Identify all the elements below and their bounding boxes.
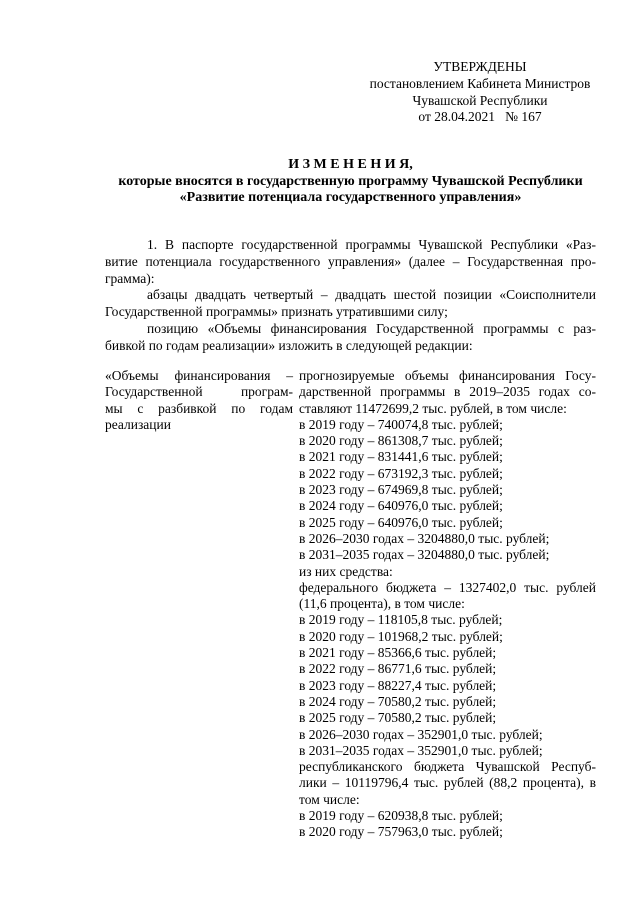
passport-label-line: «Объемы финансирования – (105, 368, 293, 383)
funding-total-line: ставляют 11472699,2 тыс. рублей, в том числе: (299, 400, 567, 416)
approval-block (356, 59, 604, 126)
passport-label-line: Государственной програм- (105, 384, 293, 400)
federal-year-line: в 2021 году – 85366,6 тыс. рублей; (299, 645, 497, 661)
republican-year-line: в 2020 году – 757963,0 тыс. рублей; (299, 824, 503, 840)
federal-year-line: в 2031–2035 годах – 352901,0 тыс. рублей; (299, 742, 543, 758)
passport-label-line: реализации (105, 416, 171, 432)
funding-total-line: прогнозируемые объемы финансирования Госу- (299, 368, 596, 383)
title-heading: И З М Е Н Е Н И Я, (288, 157, 413, 172)
republican-budget-line: лики – 10119796,4 тыс. рублей (88,2 процента), в (299, 775, 596, 791)
federal-year-line: в 2025 году – 70580,2 тыс. рублей; (299, 710, 497, 726)
federal-budget-line: (11,6 процента), в том числе: (299, 596, 465, 612)
approval-issuer-line1: постановлением Кабинета Министров (369, 75, 591, 91)
funding-year-line: в 2021 году – 831441,6 тыс. рублей; (299, 449, 503, 465)
federal-year-line: в 2026–2030 годах – 352901,0 тыс. рублей; (299, 726, 543, 742)
funding-total-line: дарственной программы в 2019–2035 годах со- (299, 384, 596, 400)
federal-budget-line: федерального бюджета – 1327402,0 тыс. рублей (299, 579, 596, 595)
body-line: позицию «Объемы финансирования Государственной программы с раз- (147, 320, 596, 336)
title-subtitle-line2: «Развитие потенциала государственного управления» (179, 190, 522, 205)
body-line: бивкой по годам реализации» изложить в следующей редакции: (105, 337, 473, 353)
republican-budget-line: республиканского бюджета Чувашской Респуб- (299, 759, 596, 775)
republican-budget-line: том числе: (299, 791, 360, 807)
funding-year-line: в 2025 году – 640976,0 тыс. рублей; (299, 514, 503, 530)
funding-year-line: в 2019 году – 740074,8 тыс. рублей; (299, 416, 503, 432)
federal-year-line: в 2024 году – 70580,2 тыс. рублей; (299, 693, 497, 709)
federal-year-line: в 2022 году – 86771,6 тыс. рублей; (299, 661, 497, 677)
funding-year-line: в 2023 году – 674969,8 тыс. рублей; (299, 482, 503, 498)
document-title (105, 157, 596, 207)
title-subtitle-line1: которые вносятся в государственную программу Чувашской Республики (118, 173, 583, 189)
body-line: абзацы двадцать четвертый – двадцать шестой позиции «Соисполнители (147, 287, 596, 303)
federal-year-line: в 2019 году – 118105,8 тыс. рублей; (299, 612, 503, 628)
passport-value-cell (299, 368, 596, 841)
funding-sources-heading: из них средства: (299, 563, 393, 579)
federal-year-line: в 2020 году – 101968,2 тыс. рублей; (299, 628, 503, 644)
body-line: 1. В паспорте государственной программы Чувашской Республики «Раз- (147, 237, 596, 252)
approval-issuer-line2: Чувашской Республики (412, 92, 548, 108)
passport-label-line: мы с разбивкой по годам (105, 400, 293, 416)
funding-year-line: в 2031–2035 годах – 3204880,0 тыс. рублей; (299, 547, 550, 563)
body-text (105, 237, 596, 355)
funding-year-line: в 2026–2030 годах – 3204880,0 тыс. рублей; (299, 530, 550, 546)
funding-year-line: в 2020 году – 861308,7 тыс. рублей; (299, 433, 503, 449)
body-line: грамма): (105, 270, 155, 286)
federal-year-line: в 2023 году – 88227,4 тыс. рублей; (299, 677, 497, 693)
republican-year-line: в 2019 году – 620938,8 тыс. рублей; (299, 808, 503, 824)
funding-year-line: в 2024 году – 640976,0 тыс. рублей; (299, 498, 503, 514)
passport-label-cell (105, 368, 293, 433)
body-line: Государственной программы» признать утратившими силу; (105, 304, 448, 320)
funding-year-line: в 2022 году – 673192,3 тыс. рублей; (299, 465, 503, 481)
approval-date-number: от 28.04.2021 № 167 (418, 109, 542, 125)
body-line: витие потенциала государственного управления» (далее – Государственная про- (105, 253, 596, 269)
approval-status: УТВЕРЖДЕНЫ (433, 59, 527, 74)
